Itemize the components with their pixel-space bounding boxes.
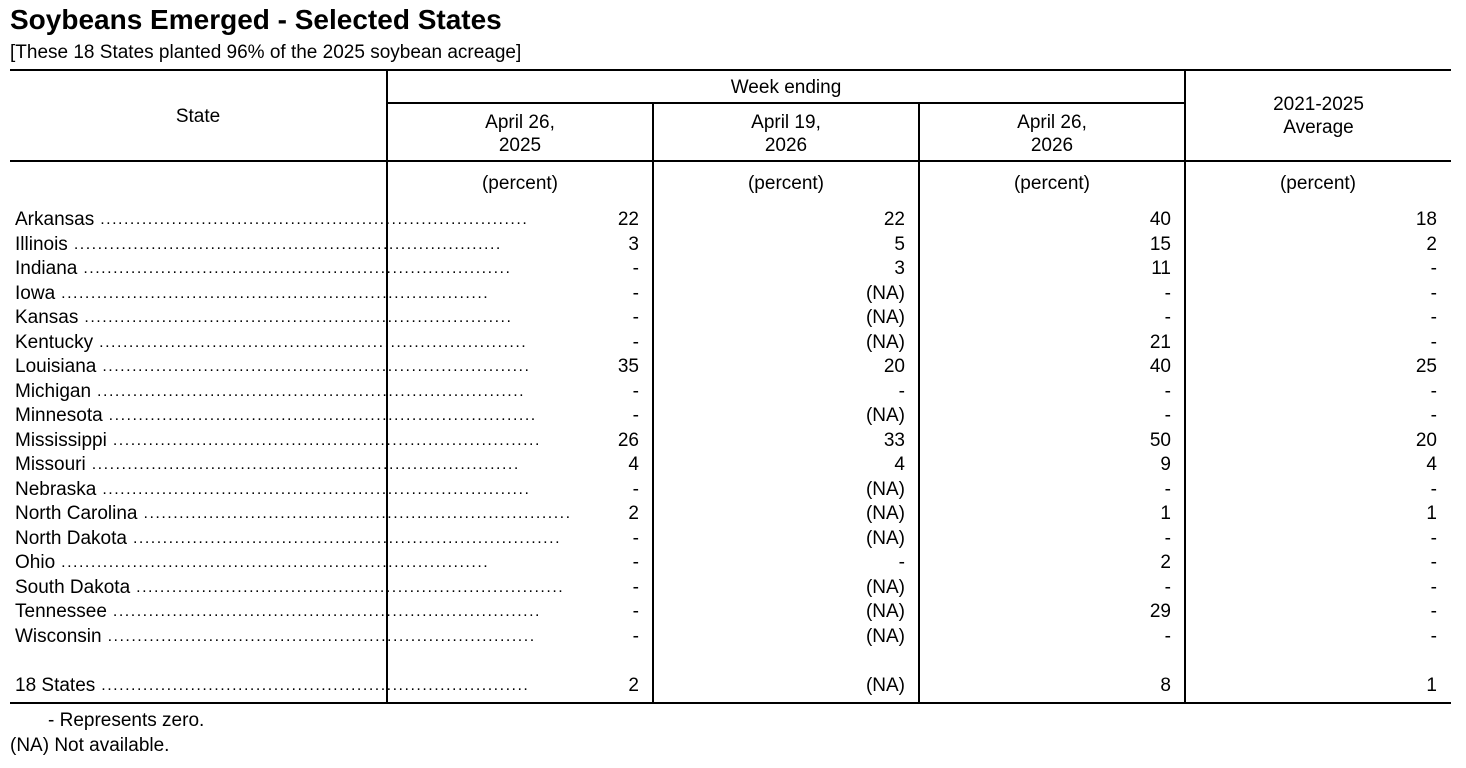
value-2026-apr26: 40: [1149, 209, 1171, 230]
total-average: 1: [1426, 674, 1437, 696]
value-2026-apr19: -: [898, 380, 905, 402]
col3-header-line1: April 26,: [1017, 112, 1087, 133]
value-2026-apr26: -: [1164, 405, 1171, 426]
value-average: 1: [1426, 503, 1437, 524]
state-name: North Carolina: [15, 503, 138, 524]
value-2026-apr19: 20: [883, 356, 905, 377]
col3-header-line2: 2026: [1030, 135, 1074, 156]
table-row: [10, 600, 1451, 625]
value-average: 25: [1415, 356, 1437, 377]
total-2026-apr19: (NA): [865, 674, 905, 696]
leader-dots: ........................................................................: [101, 676, 530, 694]
col2-header-line1: April 19,: [751, 112, 821, 133]
state-cell: [15, 478, 531, 502]
value-2026-apr26: -: [1164, 527, 1171, 549]
value-2025-apr26: 22: [617, 209, 639, 230]
table-row: [10, 429, 1451, 454]
state-name: Illinois: [15, 233, 68, 255]
value-2026-apr26: -: [1164, 625, 1171, 647]
value-average: -: [1430, 405, 1437, 426]
value-2025-apr26: 35: [617, 356, 639, 377]
state-name: Indiana: [15, 258, 78, 279]
table-top-rule: [10, 69, 1451, 71]
table-row: [10, 306, 1451, 331]
value-2026-apr26: 40: [1149, 356, 1171, 377]
leader-dots: ........................................................................: [108, 407, 537, 424]
value-2025-apr26: 3: [628, 233, 639, 255]
value-average: 2: [1426, 233, 1437, 255]
value-average: 20: [1415, 429, 1437, 451]
header-bottom-rule: [10, 160, 1451, 162]
state-cell: [15, 306, 513, 330]
footnote-zero: - Represents zero.: [48, 710, 205, 731]
value-2026-apr19: (NA): [865, 478, 905, 500]
leader-dots: ........................................................................: [143, 505, 572, 522]
week-ending-header: Week ending: [730, 77, 842, 98]
data-table: [10, 69, 1451, 704]
value-2025-apr26: -: [632, 258, 639, 279]
value-2026-apr26: 15: [1149, 233, 1171, 255]
leader-dots: ........................................................................: [97, 382, 526, 400]
value-2025-apr26: -: [632, 380, 639, 402]
value-2025-apr26: -: [632, 282, 639, 304]
state-name: Iowa: [15, 282, 56, 304]
value-2026-apr26: -: [1164, 282, 1171, 304]
value-2026-apr19: (NA): [865, 331, 905, 353]
state-cell: [15, 453, 520, 477]
value-2025-apr26: -: [632, 527, 639, 549]
value-2026-apr26: -: [1164, 380, 1171, 402]
value-2026-apr19: (NA): [865, 307, 905, 328]
state-name: South Dakota: [15, 576, 131, 598]
col1-header-line1: April 26,: [485, 112, 555, 133]
table-row: [10, 282, 1451, 307]
state-name: Tennessee: [15, 601, 107, 622]
value-2025-apr26: -: [632, 405, 639, 426]
leader-dots: ........................................................................: [91, 456, 520, 473]
value-2025-apr26: -: [632, 331, 639, 353]
state-name: Arkansas: [15, 209, 95, 230]
value-2026-apr26: 21: [1149, 331, 1171, 353]
state-name: Kentucky: [15, 331, 94, 353]
value-average: -: [1430, 282, 1437, 304]
value-average: 4: [1426, 454, 1437, 475]
table-row: [10, 576, 1451, 601]
state-name: Michigan: [15, 380, 92, 402]
leader-dots: ........................................................................: [107, 627, 536, 645]
total-label: 18 States: [15, 674, 96, 696]
col2-unit: (percent): [747, 173, 825, 194]
state-cell: [15, 257, 512, 281]
col2-header-line2: 2026: [764, 135, 808, 156]
col3-header: [920, 111, 1184, 157]
state-cell: [15, 331, 528, 355]
state-name: Nebraska: [15, 478, 97, 500]
table-row: [10, 380, 1451, 405]
state-cell: [15, 600, 541, 624]
table-row: [10, 233, 1451, 258]
value-2026-apr26: 50: [1149, 429, 1171, 451]
col3-unit: (percent): [1013, 173, 1091, 194]
value-2026-apr19: 4: [894, 454, 905, 475]
value-2025-apr26: -: [632, 552, 639, 573]
table-row: [10, 478, 1451, 503]
col4-header: [1186, 93, 1451, 139]
state-name: Louisiana: [15, 356, 97, 377]
value-2026-apr19: (NA): [865, 601, 905, 622]
value-2026-apr19: 33: [883, 429, 905, 451]
value-2026-apr19: 5: [894, 233, 905, 255]
leader-dots: ........................................................................: [112, 603, 541, 620]
week-ending-rule: [387, 102, 1185, 104]
value-average: -: [1430, 331, 1437, 353]
leader-dots: ........................................................................: [102, 480, 531, 498]
leader-dots: ........................................................................: [84, 309, 513, 326]
value-2026-apr19: (NA): [865, 282, 905, 304]
total-state-cell: [15, 674, 530, 698]
total-2026-apr26: 8: [1160, 674, 1171, 696]
value-2026-apr19: (NA): [865, 576, 905, 598]
state-name: Missouri: [15, 454, 86, 475]
leader-dots: ........................................................................: [61, 284, 490, 302]
value-2025-apr26: 2: [628, 503, 639, 524]
total-row: [10, 674, 1451, 699]
page-title: Soybeans Emerged - Selected States: [10, 4, 502, 35]
table-bottom-rule: [10, 702, 1451, 704]
value-2025-apr26: -: [632, 576, 639, 598]
value-2026-apr26: -: [1164, 478, 1171, 500]
value-average: -: [1430, 576, 1437, 598]
value-average: -: [1430, 478, 1437, 500]
state-cell: [15, 208, 529, 232]
leader-dots: ........................................................................: [112, 431, 541, 449]
state-cell: [15, 233, 502, 257]
table-row: [10, 331, 1451, 356]
state-header: State: [175, 106, 221, 127]
state-cell: [15, 404, 537, 428]
leader-dots: ........................................................................: [99, 333, 528, 351]
value-2026-apr26: 2: [1160, 552, 1171, 573]
table-row: [10, 527, 1451, 552]
table-row: [10, 551, 1451, 576]
col4-header-line2: Average: [1283, 117, 1354, 138]
value-2025-apr26: -: [632, 307, 639, 328]
value-2026-apr26: -: [1164, 576, 1171, 598]
value-2026-apr19: (NA): [865, 625, 905, 647]
table-row: [10, 453, 1451, 478]
leader-dots: ........................................................................: [61, 554, 490, 571]
col4-unit: (percent): [1279, 173, 1357, 194]
leader-dots: ........................................................................: [83, 260, 512, 277]
state-cell: [15, 576, 565, 600]
table-row: [10, 355, 1451, 380]
table-row: [10, 502, 1451, 527]
leader-dots: ........................................................................: [100, 211, 529, 228]
value-2026-apr26: 9: [1160, 454, 1171, 475]
value-average: -: [1430, 380, 1437, 402]
leader-dots: ........................................................................: [132, 529, 562, 547]
footnotes: [10, 708, 204, 758]
value-2026-apr19: (NA): [865, 405, 905, 426]
state-name: Mississippi: [15, 429, 107, 451]
value-2026-apr19: 22: [883, 209, 905, 230]
value-2025-apr26: 26: [617, 429, 639, 451]
value-average: -: [1430, 601, 1437, 622]
col1-header-line2: 2025: [498, 135, 542, 156]
state-cell: [15, 282, 490, 306]
value-2025-apr26: 4: [628, 454, 639, 475]
state-name: Ohio: [15, 552, 56, 573]
state-name: North Dakota: [15, 527, 127, 549]
footnote-na: (NA) Not available.: [10, 735, 170, 756]
table-row: [10, 404, 1451, 429]
value-average: -: [1430, 625, 1437, 647]
table-row: [10, 257, 1451, 282]
value-2026-apr26: -: [1164, 307, 1171, 328]
state-cell: [15, 380, 526, 404]
table-body: [10, 208, 1451, 698]
table-row: [10, 208, 1451, 233]
state-cell: [15, 502, 572, 526]
value-2026-apr19: (NA): [865, 503, 905, 524]
leader-dots: ........................................................................: [102, 358, 531, 375]
state-name: Wisconsin: [15, 625, 102, 647]
col4-header-line1: 2021-2025: [1273, 94, 1364, 115]
col1-header: [388, 111, 652, 157]
table-row: [10, 625, 1451, 650]
state-cell: [15, 625, 536, 649]
value-2025-apr26: -: [632, 625, 639, 647]
value-2025-apr26: -: [632, 601, 639, 622]
value-2026-apr26: 1: [1160, 503, 1171, 524]
value-2026-apr26: 11: [1151, 258, 1171, 279]
value-2026-apr19: (NA): [865, 527, 905, 549]
leader-dots: ........................................................................: [73, 235, 502, 253]
total-2025-apr26: 2: [628, 674, 639, 696]
state-cell: [15, 355, 531, 379]
value-2026-apr26: 29: [1149, 601, 1171, 622]
state-name: Minnesota: [15, 405, 103, 426]
value-average: 18: [1415, 209, 1437, 230]
value-average: -: [1430, 258, 1437, 279]
state-cell: [15, 527, 562, 551]
page-subtitle: [These 18 States planted 96% of the 2025 soybean acreage]: [10, 42, 522, 63]
value-2025-apr26: -: [632, 478, 639, 500]
value-2026-apr19: -: [898, 552, 905, 573]
value-2026-apr19: 3: [894, 258, 905, 279]
value-average: -: [1430, 552, 1437, 573]
state-name: Kansas: [15, 307, 79, 328]
state-cell: [15, 429, 541, 453]
value-average: -: [1430, 527, 1437, 549]
leader-dots: ........................................................................: [136, 578, 565, 596]
value-average: -: [1430, 307, 1437, 328]
col2-header: [654, 111, 918, 157]
state-cell: [15, 551, 490, 575]
col1-unit: (percent): [481, 173, 559, 194]
